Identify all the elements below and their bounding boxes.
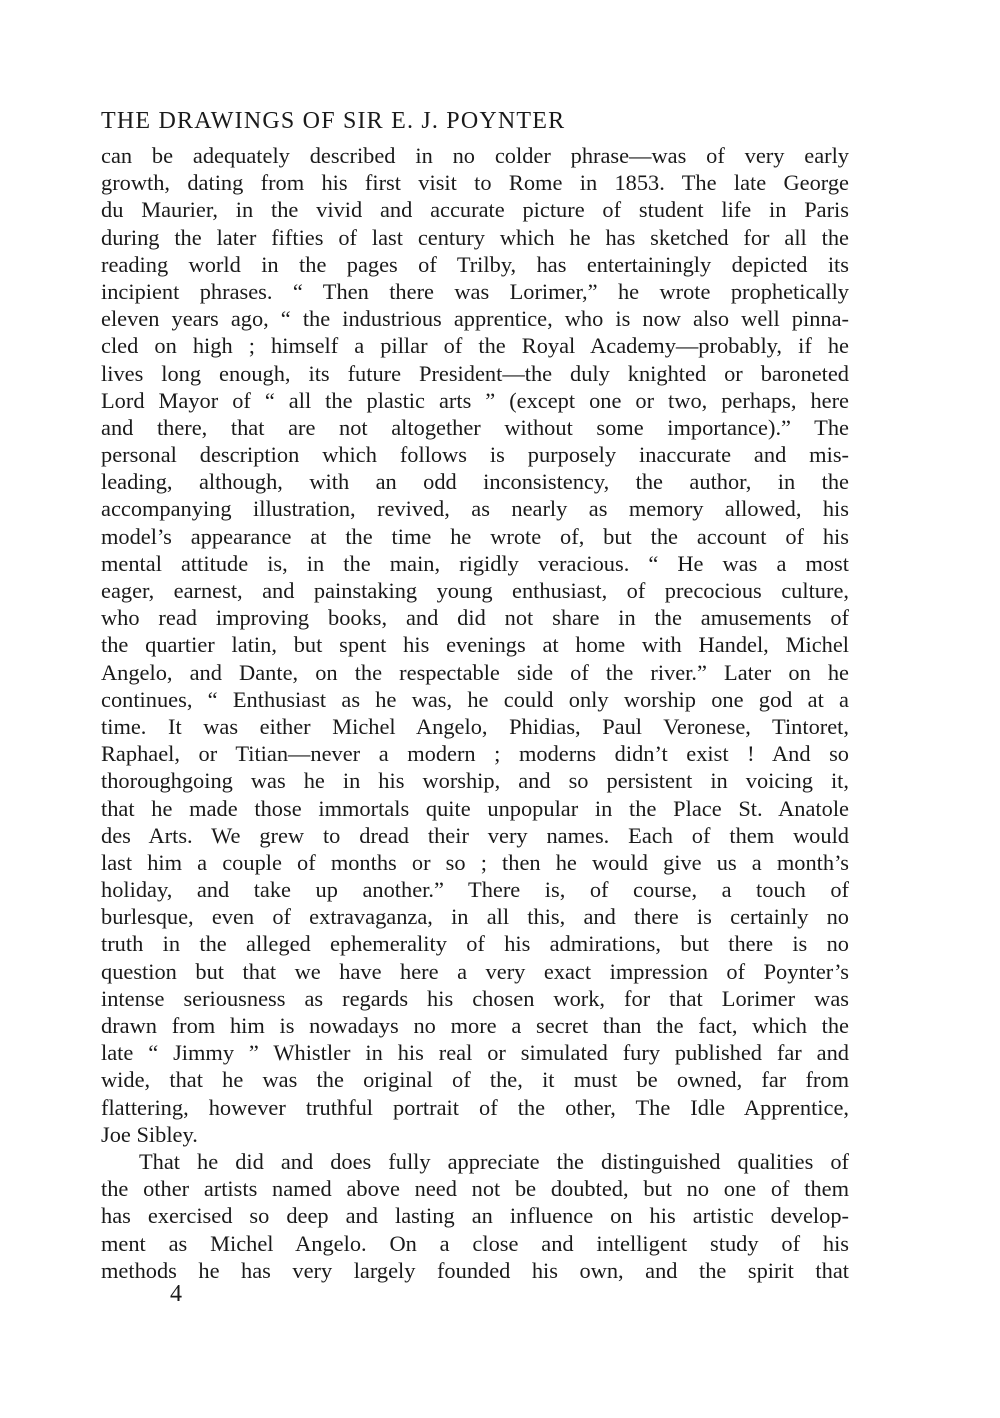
text-line: the quartier latin, but spent his evenings at home with Handel, Michel [101,632,849,658]
paragraph [101,1148,849,1284]
text-line: intense seriousness as regards his chosen work, for that Lorimer was [101,985,849,1011]
text-line: personal description which follows is purposely inaccurate and mis- [101,442,849,468]
page-number: 4 [170,1281,182,1307]
text-line: accompanying illustration, revived, as nearly as memory allowed, his [101,496,849,522]
text-line: growth, dating from his first visit to Rome in 1853. The late George [101,170,849,196]
text-line: burlesque, even of extravaganza, in all this, and there is certainly no [101,904,849,930]
text-line: question but that we have here a very exact impression of Poynter’s [101,958,849,984]
text-line: eager, earnest, and painstaking young enthusiast, of precocious culture, [101,578,849,603]
text-line: methods he has very largely founded his own, and the spirit that [101,1257,849,1283]
text-line: has exercised so deep and lasting an influence on his artistic develop- [101,1203,849,1229]
text-line: can be adequately described in no colder phrase—was of very early [101,143,849,168]
text-line: Lord Mayor of “ all the plastic arts ” (except one or two, perhaps, here [101,387,849,413]
text-line: des Arts. We grew to dread their very names. Each of them would [101,822,849,848]
text-line: lives long enough, its future President—the duly knighted or baroneted [101,360,849,386]
text-line: model’s appearance at the time he wrote of, but the account of his [101,523,849,549]
text-line: last him a couple of months or so ; then he would give us a month’s [101,849,849,875]
text-line: mental attitude is, in the main, rigidly veracious. “ He was a most [101,550,849,576]
running-head: THE DRAWINGS OF SIR E. J. POYNTER [101,108,566,134]
text-line: Joe Sibley. [101,1121,198,1147]
text-line: drawn from him is nowadays no more a secret than the fact, which the [101,1013,849,1038]
text-line: Raphael, or Titian—never a modern ; moderns didn’t exist ! And so [101,741,849,767]
text-line: eleven years ago, “ the industrious apprentice, who is now also well pinna- [101,306,849,332]
text-line: holiday, and take up another.” There is, of course, a touch of [101,877,849,903]
text-line: late “ Jimmy ” Whistler in his real or simulated fury published far and [101,1040,849,1066]
paragraph [101,142,849,1148]
text-line: incipient phrases. “ Then there was Lorimer,” he wrote prophetically [101,278,849,304]
body-text [101,142,849,1284]
text-line: du Maurier, in the vivid and accurate picture of student life in Paris [101,197,849,223]
text-line: that he made those immortals quite unpopular in the Place St. Anatole [101,795,849,821]
text-line: Angelo, and Dante, on the respectable side of the river.” Later on he [101,659,849,685]
text-line: who read improving books, and did not share in the amusements of [101,605,849,631]
text-line: the other artists named above need not be doubted, but no one of them [101,1176,849,1202]
text-line: thoroughgoing was he in his worship, and so persistent in voicing it, [101,768,849,794]
text-line: and there, that are not altogether without some importance).” The [101,414,849,440]
text-line: truth in the alleged ephemerality of his admirations, but there is no [101,931,849,957]
text-line: ment as Michel Angelo. On a close and intelligent study of his [101,1230,849,1256]
text-line: That he did and does fully appreciate the distinguished qualities of [139,1148,849,1174]
text-line: cled on high ; himself a pillar of the Royal Academy—probably, if he [101,333,849,359]
text-line: during the later fifties of last century which he has sketched for all the [101,224,849,250]
text-line: leading, although, with an odd inconsistency, the author, in the [101,469,849,495]
text-line: wide, that he was the original of the, it must be owned, far from [101,1067,849,1093]
text-line: flattering, however truthful portrait of the other, The Idle Apprentice, [101,1094,849,1120]
text-line: time. It was either Michel Angelo, Phidias, Paul Veronese, Tintoret, [101,713,849,739]
text-line: continues, “ Enthusiast as he was, he could only worship one god at a [101,686,849,712]
text-line: reading world in the pages of Trilby, has entertainingly depicted its [101,251,849,277]
